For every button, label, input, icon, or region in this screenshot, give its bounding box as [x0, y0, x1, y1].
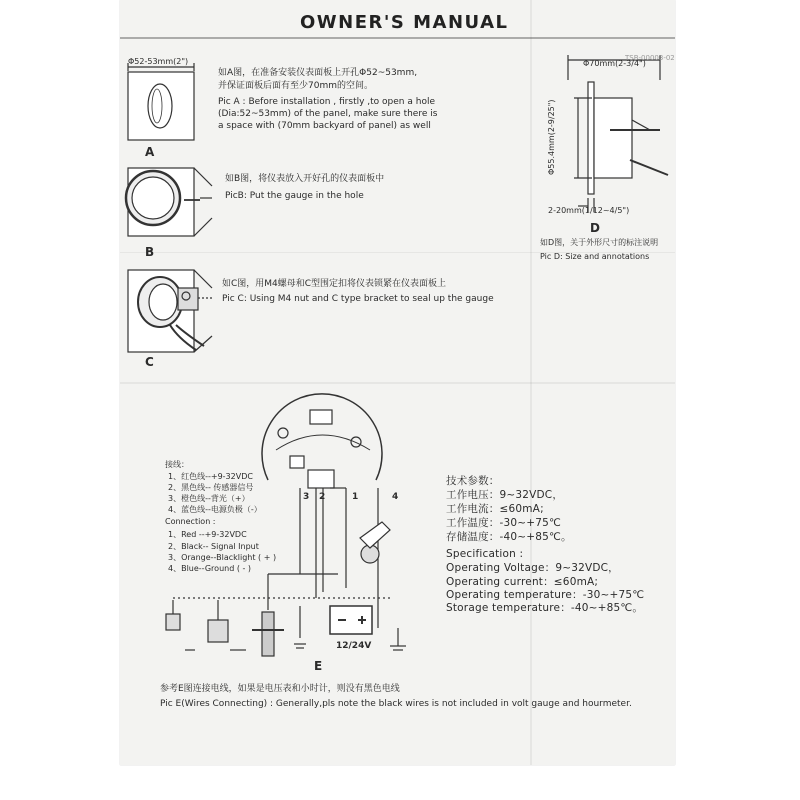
spec-en-line: Operating Voltage：9~32VDC， [446, 562, 619, 574]
wire-number: 3 [303, 492, 310, 502]
figure-d-dimensions [568, 55, 668, 212]
wiring-en-item: 3、Orange--Blacklight ( + ) [168, 553, 277, 562]
figure-c-gauge-bracket [128, 270, 214, 352]
footer-en: Pic E(Wires Connecting) : Generally,pls note the black wires is not included in volt gauge and hourmeter. [160, 699, 632, 709]
wiring-cn-item: 2、黑色线-- 传感器信号 [168, 483, 254, 492]
figure-a-panel [128, 63, 194, 140]
footer-cn: 参考E图连接电线，如果是电压表和小时计，则没有黑色电线 [160, 684, 400, 694]
tech-cn-title: 技术参数： [446, 475, 500, 487]
battery-voltage-label: 12/24V [336, 641, 372, 651]
spec-en-line: Operating current：≤60mA; [446, 576, 599, 588]
wire-number: 2 [319, 492, 326, 502]
figure-d-depth-dimension: 2-20mm(1/12~4/5") [548, 206, 630, 215]
wiring-en-item: 2、Black-- Signal Input [168, 542, 259, 551]
figure-a-en-line: a space with (70mm backyard of panel) as well [218, 121, 431, 131]
figure-c-en: Pic C: Using M4 nut and C type bracket to seal up the gauge [222, 294, 494, 304]
tech-cn-line: 工作电压：9~32VDC， [446, 489, 564, 501]
wire-number: 4 [392, 492, 399, 502]
document-number: TSB-00003-02 [625, 54, 675, 62]
figure-d-height-dimension: Φ55.4mm(2-9/25") [547, 99, 556, 175]
wire-number: 1 [352, 492, 359, 502]
wiring-en-title: Connection : [165, 517, 216, 526]
figure-a-cn-line: 并保证面板后面有至少70mm的空间。 [218, 81, 373, 91]
wiring-en-item: 4、Blue--Ground ( - ) [168, 564, 252, 573]
figure-b-cn: 如B图，将仪表放入开好孔的仪表面板中 [225, 174, 385, 184]
figure-d-width-dimension: Φ70mm(2-3/4") [583, 59, 646, 68]
figure-e-label: E [314, 659, 323, 673]
figure-a-en-line: Pic A : Before installation , firstly ,to open a hole [218, 97, 435, 107]
wiring-cn-item: 3、橙色线--背光（+） [168, 494, 250, 503]
spec-en-title: Specification : [446, 548, 524, 560]
figure-c-cn: 如C图，用M4螺母和C型围定扣将仪表锁紧在仪表面板上 [222, 279, 447, 289]
wiring-cn-item: 1、红色线--+9-32VDC [168, 472, 253, 481]
spec-en-line: Storage temperature：-40~+85℃。 [446, 602, 644, 614]
page-title: OWNER'S MANUAL [300, 12, 509, 33]
figure-d-label: D [590, 221, 600, 235]
figure-d-en: Pic D: Size and annotations [540, 252, 650, 261]
figure-a-label: A [145, 145, 155, 159]
wiring-en-item: 1、Red --+9-32VDC [168, 530, 247, 539]
spec-en-line: Operating temperature：-30~+75℃ [446, 589, 645, 601]
wiring-cn-title: 接线： [165, 460, 189, 469]
figure-a-cn-line: 如A图，在准备安装仪表面板上开孔Φ52~53mm, [218, 68, 418, 78]
figure-a-en-line: (Dia:52~53mm) of the panel, make sure there is [218, 109, 438, 119]
figure-b-label: B [145, 245, 155, 259]
figure-d-cn: 如D图，关于外形尺寸的标注说明 [540, 238, 659, 247]
tech-cn-line: 工作电流：≤60mA; [446, 503, 544, 515]
figure-a-dimension: Φ52-53mm(2") [128, 57, 189, 66]
tech-cn-line: 工作温度：-30~+75℃ [446, 517, 561, 529]
tech-cn-line: 存储温度：-40~+85℃。 [446, 531, 572, 543]
wiring-cn-item: 4、蓝色线--电源负极（-） [168, 505, 262, 514]
figure-b-en: PicB: Put the gauge in the hole [225, 191, 364, 201]
figure-b-gauge [126, 168, 212, 236]
figure-c-label: C [145, 355, 154, 369]
